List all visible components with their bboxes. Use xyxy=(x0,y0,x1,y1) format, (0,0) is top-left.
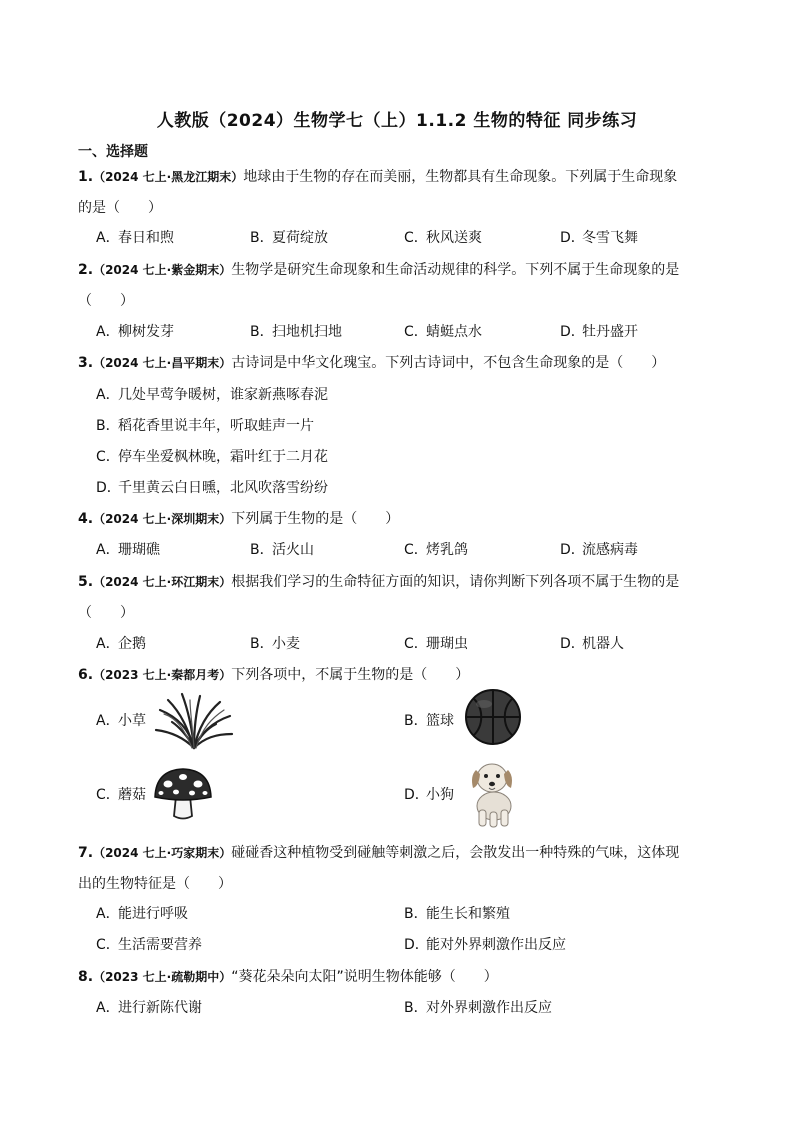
question-source: （2024 七上·紫金期末） xyxy=(93,263,232,277)
option-4d xyxy=(560,539,638,559)
option-6c xyxy=(96,784,146,804)
option-5c xyxy=(404,633,468,653)
option-letter: D． xyxy=(404,787,429,803)
question-number: 6. xyxy=(78,667,94,683)
option-text: 机器人 xyxy=(582,636,624,652)
option-text: 能生长和繁殖 xyxy=(426,906,510,922)
question-number: 3. xyxy=(78,355,94,371)
option-letter: C． xyxy=(404,636,428,652)
question-6-stem xyxy=(78,664,469,684)
option-letter: B． xyxy=(250,542,274,558)
option-text: 夏荷绽放 xyxy=(272,230,328,246)
option-2d xyxy=(560,321,638,341)
question-number: 4. xyxy=(78,511,94,527)
section-heading: 一、选择题 xyxy=(78,144,148,160)
option-5d xyxy=(560,633,624,653)
option-3d xyxy=(96,477,328,497)
puppy-icon xyxy=(464,756,522,828)
option-text: 小麦 xyxy=(272,636,300,652)
option-text: 蜻蜓点水 xyxy=(426,324,482,340)
option-letter: B． xyxy=(250,636,274,652)
question-5-stem-cont: （ ） xyxy=(78,605,134,621)
question-2-stem-cont: （ ） xyxy=(78,293,134,309)
option-3c xyxy=(96,446,328,466)
option-text: 稻花香里说丰年，听取蛙声一片 xyxy=(118,418,314,434)
option-4c xyxy=(404,539,468,559)
option-text: 对外界刺激作出反应 xyxy=(426,1000,552,1016)
option-text: 柳树发芽 xyxy=(118,324,174,340)
option-letter: A． xyxy=(96,906,120,922)
option-letter: A． xyxy=(96,324,120,340)
option-6d xyxy=(404,784,454,804)
option-3a xyxy=(96,384,328,404)
question-text: “葵花朵朵向太阳”说明生物体能够（ ） xyxy=(231,969,498,985)
question-source: （2024 七上·环江期末） xyxy=(93,575,232,589)
grass-icon xyxy=(154,692,234,750)
option-letter: D． xyxy=(560,230,585,246)
option-7d xyxy=(404,934,566,954)
option-1d xyxy=(560,227,638,247)
option-text: 小草 xyxy=(118,713,146,729)
option-text: 停车坐爱枫林晚，霜叶红于二月花 xyxy=(118,449,328,465)
option-text: 扫地机扫地 xyxy=(272,324,342,340)
option-7c xyxy=(96,934,202,954)
mushroom-icon xyxy=(152,766,214,822)
option-letter: B． xyxy=(404,713,428,729)
question-text: 下列各项中，不属于生物的是（ ） xyxy=(231,667,470,683)
question-3-stem xyxy=(78,352,665,372)
option-1a xyxy=(96,227,174,247)
option-text: 生活需要营养 xyxy=(118,937,202,953)
question-source: （2023 七上·秦都月考） xyxy=(93,668,232,682)
option-8a xyxy=(96,997,202,1017)
question-number: 1. xyxy=(78,169,94,185)
question-source: （2024 七上·黑龙江期末） xyxy=(93,170,244,184)
option-text: 春日和煦 xyxy=(118,230,174,246)
option-text: 千里黄云白日曛，北风吹落雪纷纷 xyxy=(118,480,328,496)
option-6a xyxy=(96,710,146,730)
option-7b xyxy=(404,903,510,923)
option-letter: B． xyxy=(250,230,274,246)
option-letter: B． xyxy=(404,906,428,922)
option-text: 秋风送爽 xyxy=(426,230,482,246)
option-letter: A． xyxy=(96,1000,120,1016)
option-text: 篮球 xyxy=(426,713,454,729)
option-3b xyxy=(96,415,314,435)
option-letter: C． xyxy=(404,542,428,558)
option-letter: A． xyxy=(96,387,120,403)
option-2c xyxy=(404,321,482,341)
question-1-stem xyxy=(78,166,677,186)
option-7a xyxy=(96,903,188,923)
question-text: 生物学是研究生命现象和生命活动规律的科学。下列不属于生命现象的是 xyxy=(231,262,680,278)
option-1c xyxy=(404,227,482,247)
option-text: 进行新陈代谢 xyxy=(118,1000,202,1016)
option-letter: A． xyxy=(96,542,120,558)
option-letter: D． xyxy=(560,324,585,340)
option-4a xyxy=(96,539,160,559)
option-1b xyxy=(250,227,328,247)
option-letter: C． xyxy=(96,449,120,465)
question-7-stem-cont: 出的生物特征是（ ） xyxy=(78,876,232,892)
question-source: （2023 七上·疏勒期中） xyxy=(93,970,232,984)
option-6b xyxy=(404,710,454,730)
basketball-icon xyxy=(464,688,522,746)
option-text: 烤乳鸽 xyxy=(426,542,468,558)
option-text: 珊瑚虫 xyxy=(426,636,468,652)
option-text: 流感病毒 xyxy=(582,542,638,558)
option-letter: A． xyxy=(96,230,120,246)
option-letter: D． xyxy=(560,542,585,558)
option-text: 能对外界刺激作出反应 xyxy=(426,937,566,953)
option-text: 牡丹盛开 xyxy=(582,324,638,340)
question-text: 古诗词是中华文化瑰宝。下列古诗词中，不包含生命现象的是（ ） xyxy=(231,355,666,371)
option-text: 冬雪飞舞 xyxy=(582,230,638,246)
option-2b xyxy=(250,321,342,341)
option-letter: A． xyxy=(96,636,120,652)
question-text: 下列属于生物的是（ ） xyxy=(231,511,400,527)
option-5b xyxy=(250,633,300,653)
option-letter: C． xyxy=(96,787,120,803)
question-2-stem xyxy=(78,259,679,279)
question-5-stem xyxy=(78,571,679,591)
option-letter: C． xyxy=(404,230,428,246)
option-letter: A． xyxy=(96,713,120,729)
option-text: 小狗 xyxy=(426,787,454,803)
question-number: 8. xyxy=(78,969,94,985)
page-title: 人教版（2024）生物学七（上）1.1.2 生物的特征 同步练习 xyxy=(156,111,638,131)
question-text: 根据我们学习的生命特征方面的知识，请你判断下列各项不属于生物的是 xyxy=(231,574,680,590)
option-letter: D． xyxy=(404,937,429,953)
option-2a xyxy=(96,321,174,341)
option-8b xyxy=(404,997,552,1017)
question-text: 碰碰香这种植物受到碰触等刺激之后，会散发出一种特殊的气味，这体现 xyxy=(231,845,680,861)
option-letter: D． xyxy=(96,480,121,496)
option-text: 企鹅 xyxy=(118,636,146,652)
option-letter: B． xyxy=(250,324,274,340)
question-number: 2. xyxy=(78,262,94,278)
option-5a xyxy=(96,633,146,653)
question-8-stem xyxy=(78,966,498,986)
option-letter: B． xyxy=(404,1000,428,1016)
question-4-stem xyxy=(78,508,399,528)
option-letter: C． xyxy=(96,937,120,953)
question-source: （2024 七上·昌平期末） xyxy=(93,356,232,370)
question-number: 7. xyxy=(78,845,94,861)
question-text: 地球由于生物的存在而美丽，生物都具有生命现象。下列属于生命现象 xyxy=(243,169,678,185)
option-text: 蘑菇 xyxy=(118,787,146,803)
option-4b xyxy=(250,539,314,559)
question-source: （2024 七上·巧家期末） xyxy=(93,846,232,860)
option-text: 珊瑚礁 xyxy=(118,542,160,558)
question-7-stem xyxy=(78,842,679,862)
option-text: 几处早莺争暖树，谁家新燕啄春泥 xyxy=(118,387,328,403)
option-letter: C． xyxy=(404,324,428,340)
option-text: 能进行呼吸 xyxy=(118,906,188,922)
option-letter: D． xyxy=(560,636,585,652)
option-letter: B． xyxy=(96,418,120,434)
question-number: 5. xyxy=(78,574,94,590)
option-text: 活火山 xyxy=(272,542,314,558)
question-1-stem-cont: 的是（ ） xyxy=(78,200,162,216)
question-source: （2024 七上·深圳期末） xyxy=(93,512,232,526)
